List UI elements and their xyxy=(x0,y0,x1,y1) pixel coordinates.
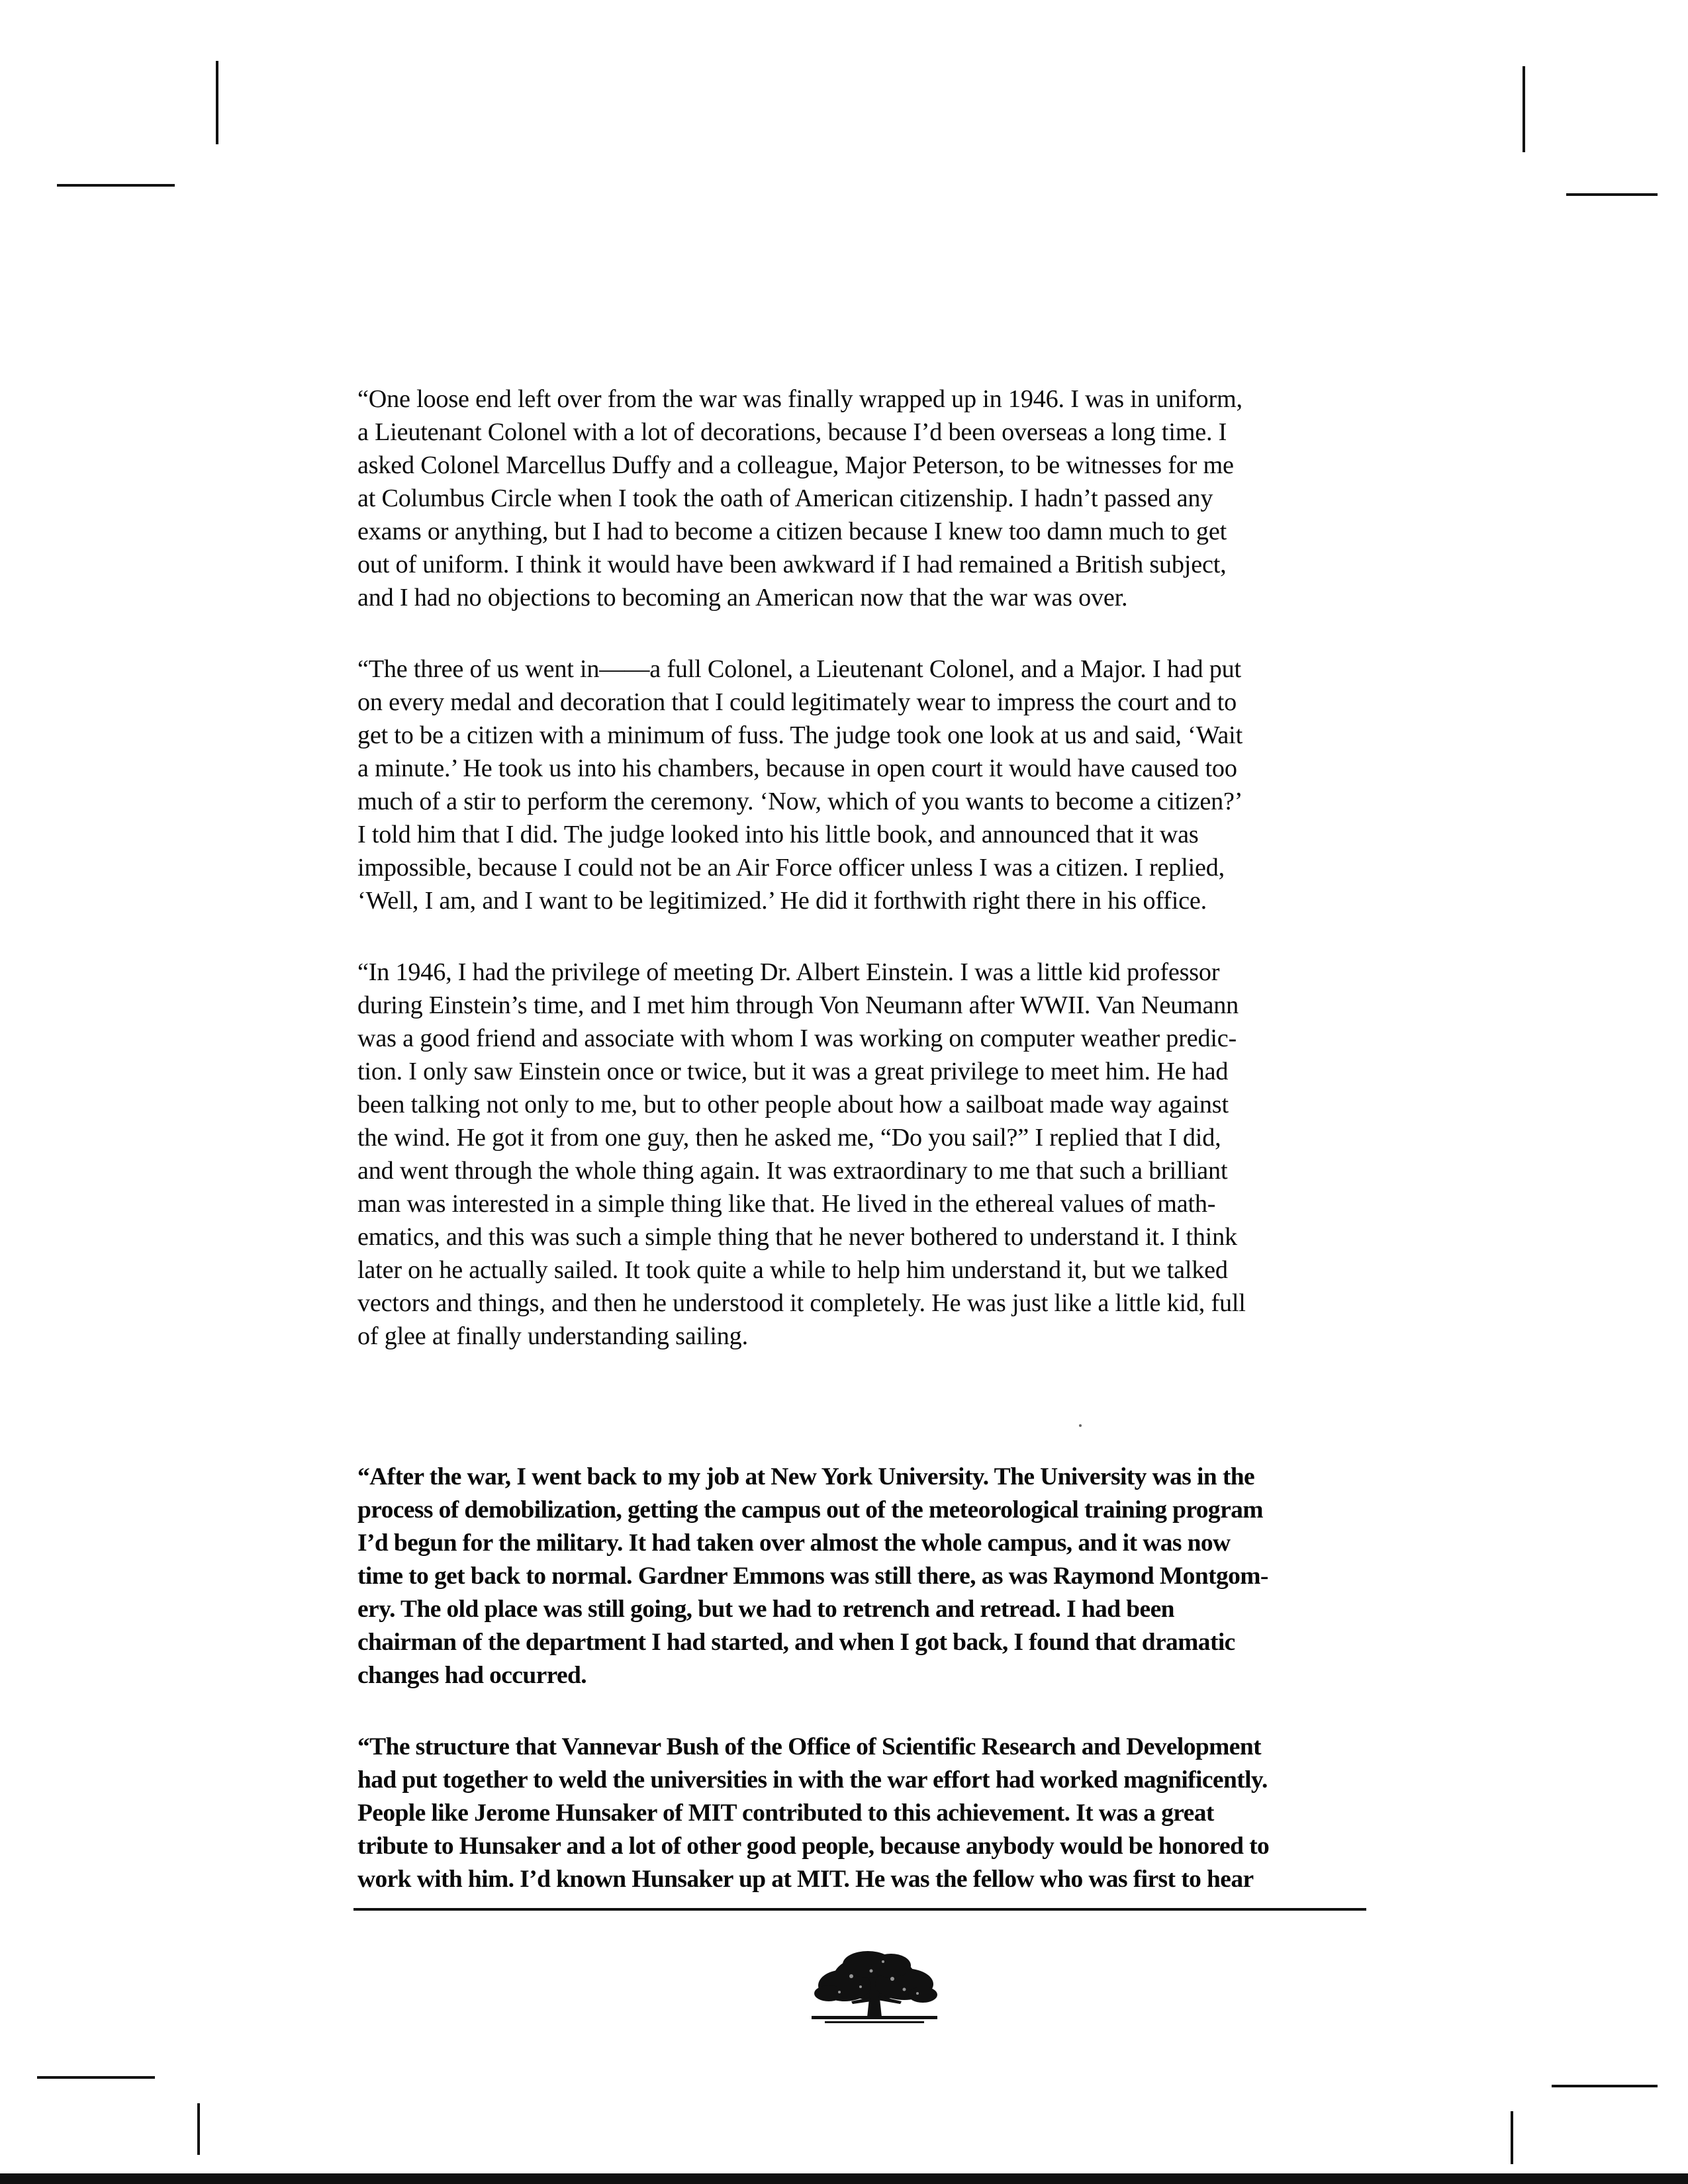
text-line: man was interested in a simple thing like that. He lived in the ethereal values of math- xyxy=(357,1190,1216,1218)
crop-mark-bottom-left-horizontal xyxy=(37,2076,155,2079)
crop-mark-top-left-horizontal xyxy=(57,184,175,187)
text-line: the wind. He got it from one guy, then he asked me, “Do you sail?” I replied that I did, xyxy=(357,1124,1221,1152)
paragraph-citizenship xyxy=(357,383,1377,614)
scan-bottom-edge xyxy=(0,2173,1688,2184)
oak-tree-icon xyxy=(805,1946,944,2032)
text-line: I told him that I did. The judge looked into his little book, and announced that it was xyxy=(357,821,1199,848)
text-line: People like Jerome Hunsaker of MIT contributed to this achievement. It was a great xyxy=(357,1799,1214,1827)
text-line: process of demobilization, getting the campus out of the meteorological training program xyxy=(357,1496,1263,1524)
body-text xyxy=(357,383,1377,1934)
text-line: on every medal and decoration that I could legitimately wear to impress the court and to xyxy=(357,688,1237,716)
text-line: vectors and things, and then he understood it completely. He was just like a little kid, full xyxy=(357,1289,1246,1317)
text-line: later on he actually sailed. It took quite a while to help him understand it, but we talked xyxy=(357,1256,1228,1284)
text-line: and I had no objections to becoming an American now that the war was over. xyxy=(357,584,1128,612)
text-line: work with him. I’d known Hunsaker up at MIT. He was the fellow who was first to hear xyxy=(357,1866,1254,1893)
scan-speck xyxy=(1079,1424,1082,1427)
text-line: tion. I only saw Einstein once or twice, but it was a great privilege to meet him. He had xyxy=(357,1058,1229,1085)
text-line: “The structure that Vannevar Bush of the Office of Scientific Research and Development xyxy=(357,1733,1261,1760)
text-line: and went through the whole thing again. It was extraordinary to me that such a brilliant xyxy=(357,1157,1228,1185)
text-line: “One loose end left over from the war was finally wrapped up in 1946. I was in uniform, xyxy=(357,385,1243,413)
text-line: out of uniform. I think it would have been awkward if I had remained a British subject, xyxy=(357,551,1227,578)
text-line: exams or anything, but I had to become a citizen because I knew too damn much to get xyxy=(357,518,1227,545)
text-line: “After the war, I went back to my job at New York University. The University was in the xyxy=(357,1463,1255,1490)
crop-mark-top-right-vertical xyxy=(1523,66,1525,152)
paragraph-nyu xyxy=(357,1461,1377,1692)
footer-rule xyxy=(353,1908,1366,1911)
text-line: time to get back to normal. Gardner Emmons was still there, as was Raymond Montgom- xyxy=(357,1563,1268,1590)
text-line: of glee at finally understanding sailing. xyxy=(357,1322,748,1350)
crop-mark-top-right-horizontal xyxy=(1566,193,1658,196)
text-line: “The three of us went in——a full Colonel, a Lieutenant Colonel, and a Major. I had put xyxy=(357,655,1241,683)
text-line: been talking not only to me, but to other people about how a sailboat made way against xyxy=(357,1091,1229,1118)
text-line: ‘Well, I am, and I want to be legitimized.’ He did it forthwith right there in his office. xyxy=(357,887,1207,915)
crop-mark-bottom-right-vertical xyxy=(1511,2111,1513,2164)
crop-mark-top-left-vertical xyxy=(216,61,218,144)
text-line: impossible, because I could not be an Air Force officer unless I was a citizen. I replied, xyxy=(357,854,1225,882)
paragraph-einstein xyxy=(357,956,1377,1353)
text-line: a Lieutenant Colonel with a lot of decorations, because I’d been overseas a long time. I xyxy=(357,418,1227,446)
crop-mark-bottom-left-vertical xyxy=(197,2103,200,2155)
text-line: “In 1946, I had the privilege of meeting Dr. Albert Einstein. I was a little kid professor xyxy=(357,958,1220,986)
text-line: much of a stir to perform the ceremony. ‘Now, which of you wants to become a citizen?’ xyxy=(357,788,1243,815)
text-line: during Einstein’s time, and I met him through Von Neumann after WWII. Van Neumann xyxy=(357,991,1239,1019)
text-line: a minute.’ He took us into his chambers, because in open court it would have caused too xyxy=(357,754,1237,782)
text-line: ematics, and this was such a simple thing that he never bothered to understand it. I think xyxy=(357,1223,1237,1251)
text-line: changes had occurred. xyxy=(357,1662,587,1689)
text-line: ery. The old place was still going, but we had to retrench and retread. I had been xyxy=(357,1596,1174,1623)
text-line: asked Colonel Marcellus Duffy and a colleague, Major Peterson, to be witnesses for me xyxy=(357,451,1234,479)
text-line: get to be a citizen with a minimum of fuss. The judge took one look at us and said, ‘Wait xyxy=(357,721,1243,749)
paragraph-vannevar-bush xyxy=(357,1731,1377,1896)
crop-mark-bottom-right-horizontal xyxy=(1552,2085,1658,2087)
text-line: tribute to Hunsaker and a lot of other good people, because anybody would be honored to xyxy=(357,1833,1270,1860)
paragraph-judge xyxy=(357,653,1377,917)
section-gap xyxy=(357,1391,1377,1461)
text-line: I’d begun for the military. It had taken over almost the whole campus, and it was now xyxy=(357,1529,1231,1557)
text-line: chairman of the department I had started, and when I got back, I found that dramatic xyxy=(357,1629,1235,1656)
text-line: had put together to weld the universities in with the war effort had worked magnificently. xyxy=(357,1766,1268,1794)
text-line: at Columbus Circle when I took the oath of American citizenship. I hadn’t passed any xyxy=(357,484,1213,512)
text-line: was a good friend and associate with whom I was working on computer weather predic- xyxy=(357,1024,1237,1052)
